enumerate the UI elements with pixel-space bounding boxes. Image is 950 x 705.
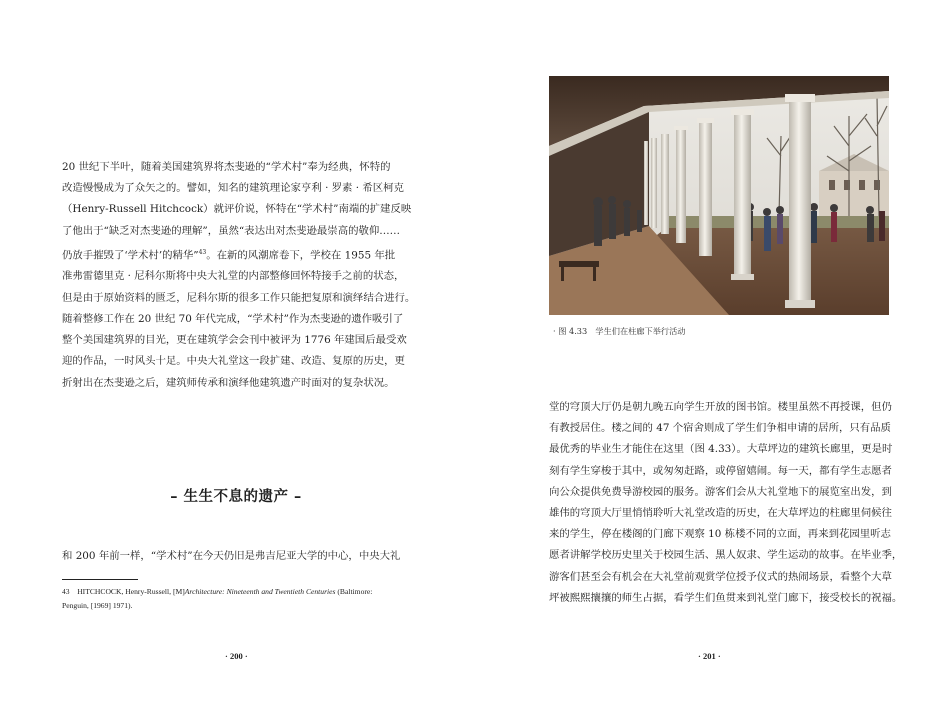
text-line: 刻有学生穿梭于其中，或匆匆赶路，或停留嬉闹。每一天，都有学生志愿者	[549, 464, 892, 477]
body-paragraph	[549, 397, 903, 609]
text-line: 最优秀的毕业生才能住在这里（图 4.33）。大草坪边的建筑长廊里，更是时	[549, 443, 893, 456]
figure-caption: · 图 4.33 学生们在柱廊下举行活动	[553, 326, 686, 336]
text-line: 20 世纪下半叶，随着美国建筑界将杰斐逊的“学术村”奉为经典，怀特的	[62, 161, 391, 173]
text-line: 来的学生，停在楼阁的门廊下观察 10 栋楼不同的立面，再来到花园里听志	[549, 528, 891, 541]
footnote-divider	[62, 579, 138, 580]
text-line: 整个美国建筑界的目光，更在建筑学会会刊中被评为 1776 年建国后最受欢	[62, 334, 407, 347]
colonnade-photo	[549, 76, 889, 315]
text-line: 和 200 年前一样，“学术村”在今天仍旧是弗吉尼亚大学的中心，中央大礼	[62, 550, 401, 562]
text-line	[62, 242, 410, 267]
footnote-book-title: Architecture: Nineteenth and Twentieth Centuries	[184, 587, 336, 596]
footnote-number: 43	[62, 587, 70, 596]
footnote-text: HITCHCOCK, Henry-Russell, [M]	[77, 587, 185, 596]
footnote	[62, 585, 410, 612]
text-line: 随着整修工作在 20 世纪 70 年代完成，“学术村”作为杰斐逊的遗作吸引了	[62, 312, 404, 325]
page-number: · 200 ·	[225, 651, 248, 661]
text-line: 准弗雷德里克 · 尼科尔斯将中央大礼堂的内部整修回怀特接手之前的状态，	[62, 270, 405, 283]
text-segment: 。在新的风潮席卷下，学校在 1955 年批	[206, 249, 396, 262]
text-line: 折射出在杰斐逊之后，建筑师传承和演绎他建筑遗产时面对的复杂状况。	[62, 376, 395, 389]
text-line: 坪被熙熙攘攘的师生占据，看学生们鱼贯来到礼堂门廊下，接受校长的祝福。	[549, 591, 903, 604]
footnote-line	[62, 585, 410, 599]
text-line: （Henry-Russell Hitchcock）就评价说，怀特在“学术村”南端的扩建反映	[62, 203, 412, 216]
text-line: 了他出于“缺乏对杰斐逊的理解”，虽然“表达出对杰斐逊最崇高的敬仰……	[62, 224, 401, 237]
footnote-line: Penguin, [1969] 1971).	[62, 600, 133, 610]
footnote-reference[interactable]: 43	[198, 248, 207, 256]
body-paragraph	[62, 157, 416, 394]
section-heading: – 生生不息的遗产 –	[170, 488, 302, 505]
page-number: · 201 ·	[698, 651, 721, 661]
footnote-text: (Baltimore:	[335, 587, 373, 596]
text-line: 改造慢慢成为了众矢之的。譬如，知名的建筑理论家亨利 · 罗素 · 希区柯克	[62, 182, 404, 195]
text-line: 游客们甚至会有机会在大礼堂前观赏学位授予仪式的热闹场景，看整个大草	[549, 570, 892, 583]
text-line: 愿者讲解学校历史里关于校园生活、黑人奴隶、学生运动的故事。在毕业季，	[549, 549, 903, 562]
text-line: 雄伟的穹顶大厅里悄悄聆听大礼堂改造的历史，在大草坪边的柱廊里伺候往	[549, 507, 892, 520]
text-line: 迎的作品，一时风头十足。中央大礼堂这一段扩建、改造、复原的历史，更	[62, 355, 405, 368]
text-line: 堂的穹顶大厅仍是朝九晚五向学生开放的图书馆。楼里虽然不再授课，但仍	[549, 401, 892, 413]
text-line: 有教授居住。楼之间的 47 个宿舍则成了学生们争相申请的居所，只有品质	[549, 422, 891, 435]
text-line: 向公众提供免费导游校园的服务。游客们会从大礼堂地下的展览室出发，到	[549, 485, 892, 498]
text-line: 但是由于原始资料的匮乏，尼科尔斯的很多工作只能把复原和演绎结合进行。	[62, 291, 416, 304]
right-page	[475, 0, 950, 705]
text-segment: 仍放手摧毁了‘学术村’的精华”	[62, 249, 199, 262]
